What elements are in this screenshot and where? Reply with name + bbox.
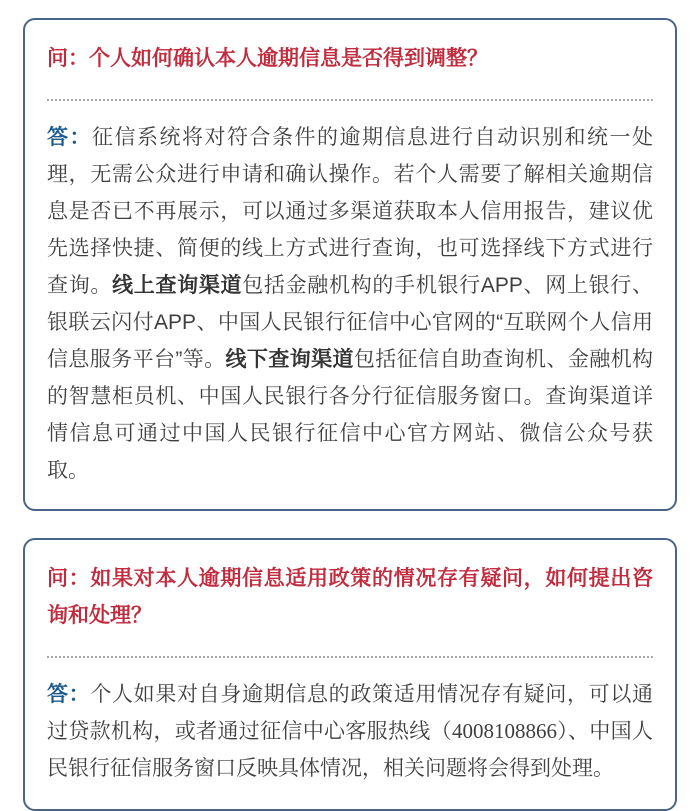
qa-card-1 (23, 18, 677, 511)
answer-label: 答： (47, 683, 91, 706)
answer-text (47, 119, 653, 489)
qa-card-2 (23, 538, 677, 811)
answer-label: 答： (47, 126, 92, 149)
question-heading (47, 40, 653, 77)
dashed-divider (47, 99, 653, 101)
answer-text (47, 676, 653, 787)
answer-body: 征信系统将对符合条件的逾期信息进行自动识别和统一处理，无需公众进行申请和确认操作。若个人需要了解相关逾期信息是否已不再展示，可以通过多渠道获取本人信用报告，建议优先选择快捷、简便的线上方式进行查询，也可选择线下方式进行查询。线上查询渠道包括金融机构的手机银行APP、网上银行、银联云闪付APP、中国人民银行征信中心官网的“互联网个人信用信息服务平台”等。线下查询渠道包括征信自助查询机、金融机构的智慧柜员机、中国人民银行各分行征信服务窗口。查询渠道详情信息可通过中国人民银行征信中心官方网站、微信公众号获取。 (47, 126, 654, 482)
question-label: 问： (47, 567, 91, 590)
answer-body: 个人如果对自身逾期信息的政策适用情况存有疑问，可以通过贷款机构，或者通过征信中心客服热线（4008108866）、中国人民银行征信服务窗口反映具体情况，相关问题将会得到处理。 (47, 683, 654, 780)
question-text: 个人如何确认本人逾期信息是否得到调整？ (89, 47, 488, 70)
dashed-divider (47, 656, 653, 658)
question-heading (47, 560, 653, 634)
question-text: 如果对本人逾期信息适用政策的情况存有疑问，如何提出咨询和处理？ (47, 567, 654, 627)
question-label: 问： (47, 47, 89, 70)
